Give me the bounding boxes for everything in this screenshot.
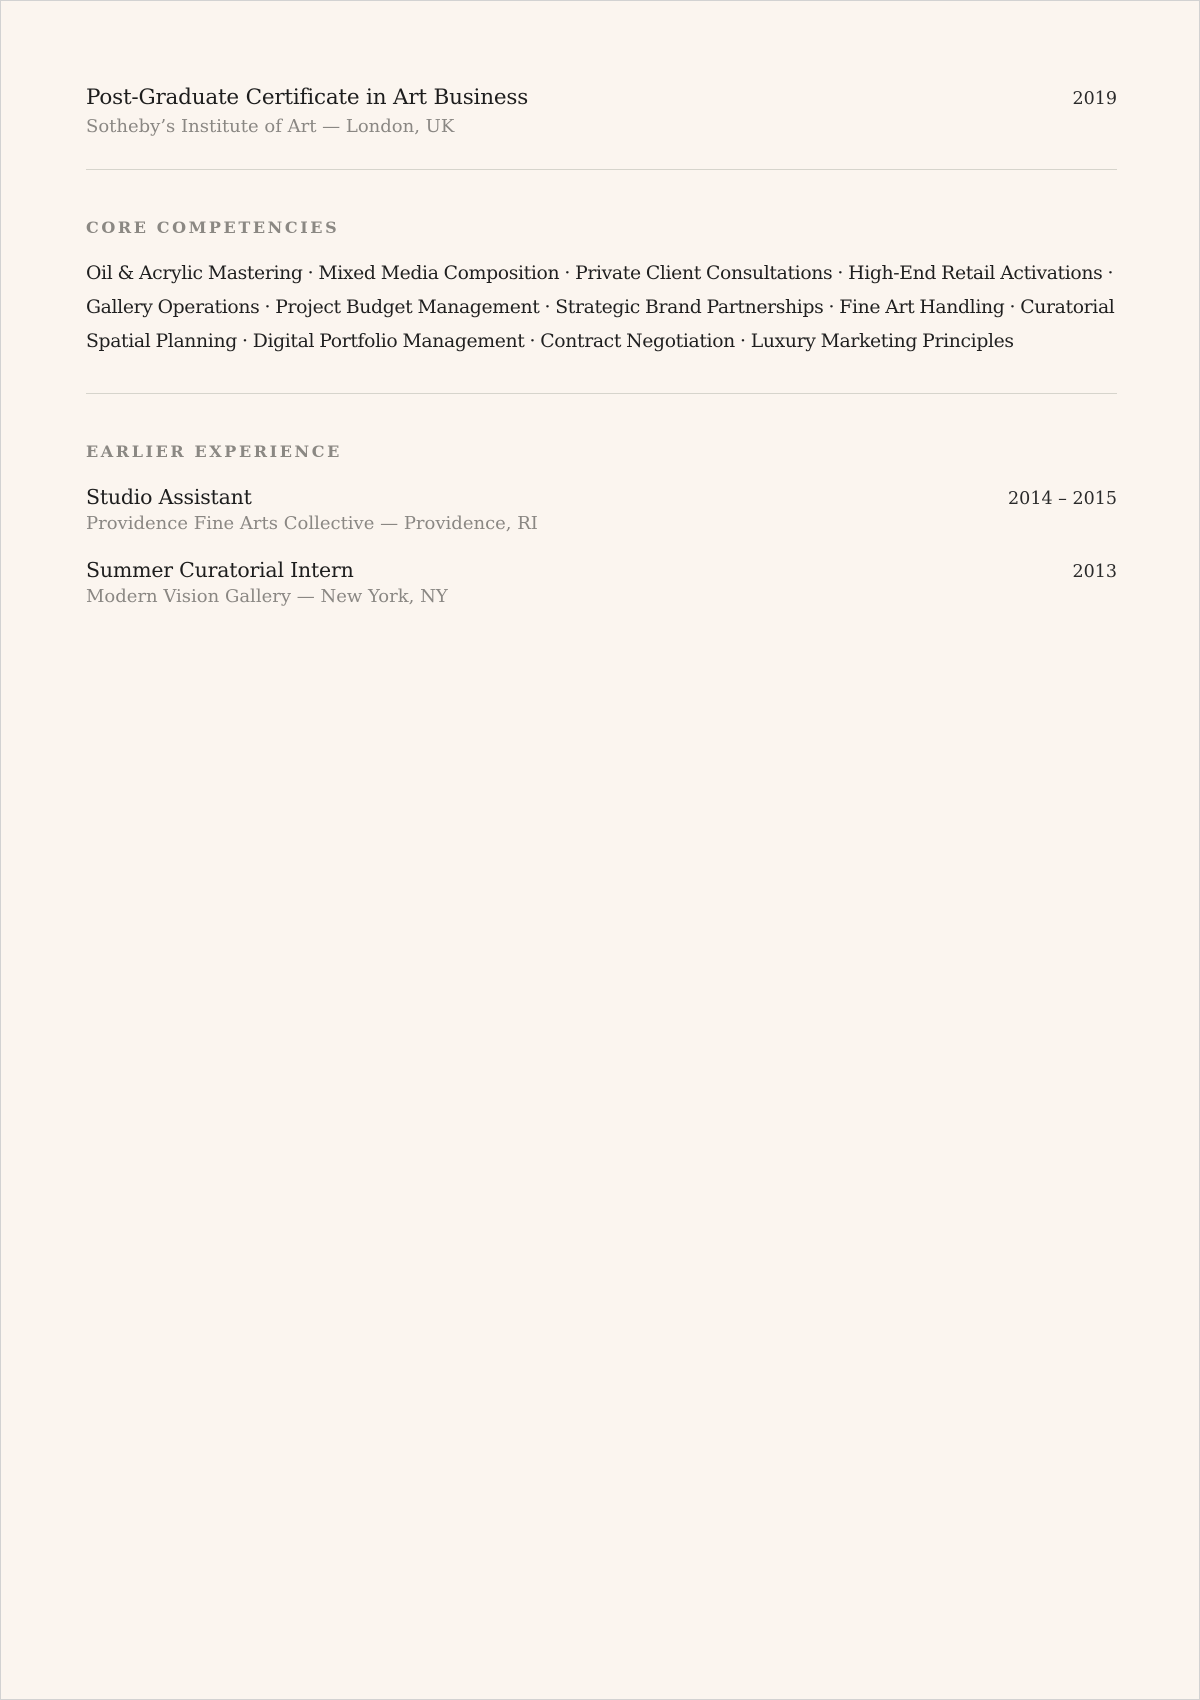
section-divider bbox=[86, 169, 1117, 170]
job-list bbox=[86, 485, 1117, 607]
education-institution: Sotheby’s Institute of Art — London, UK bbox=[86, 116, 455, 137]
job-header bbox=[86, 485, 1117, 509]
job-title: Studio Assistant bbox=[86, 485, 252, 509]
job-date: 2014 – 2015 bbox=[1008, 489, 1117, 509]
core-competencies-section bbox=[86, 218, 1117, 359]
education-date: 2019 bbox=[1072, 89, 1117, 109]
education-entry bbox=[86, 85, 1117, 137]
section-heading-competencies: CORE COMPETENCIES bbox=[86, 218, 340, 237]
job-title: Summer Curatorial Intern bbox=[86, 558, 354, 582]
resume-content bbox=[86, 85, 1117, 607]
job-entry bbox=[86, 485, 1117, 534]
section-divider bbox=[86, 393, 1117, 394]
competencies-list: Oil & Acrylic Mastering · Mixed Media Composition · Private Client Consultations · High-End Retail Activations · Gallery Operations · Project Budget Management · Strategic Brand Partnerships · Fine Art Handling · Curatorial Spatial Planning · Digital Portfolio Management · Contract Negotiation · Luxury Marketing Principles bbox=[86, 263, 1115, 352]
job-organization: Modern Vision Gallery — New York, NY bbox=[86, 586, 448, 607]
job-entry bbox=[86, 558, 1117, 607]
section-heading-experience: EARLIER EXPERIENCE bbox=[86, 442, 342, 461]
earlier-experience-section bbox=[86, 442, 1117, 607]
job-date: 2013 bbox=[1072, 562, 1117, 582]
job-organization: Providence Fine Arts Collective — Providence, RI bbox=[86, 513, 538, 534]
education-title: Post-Graduate Certificate in Art Business bbox=[86, 85, 529, 110]
education-header bbox=[86, 85, 1117, 110]
job-header bbox=[86, 558, 1117, 582]
